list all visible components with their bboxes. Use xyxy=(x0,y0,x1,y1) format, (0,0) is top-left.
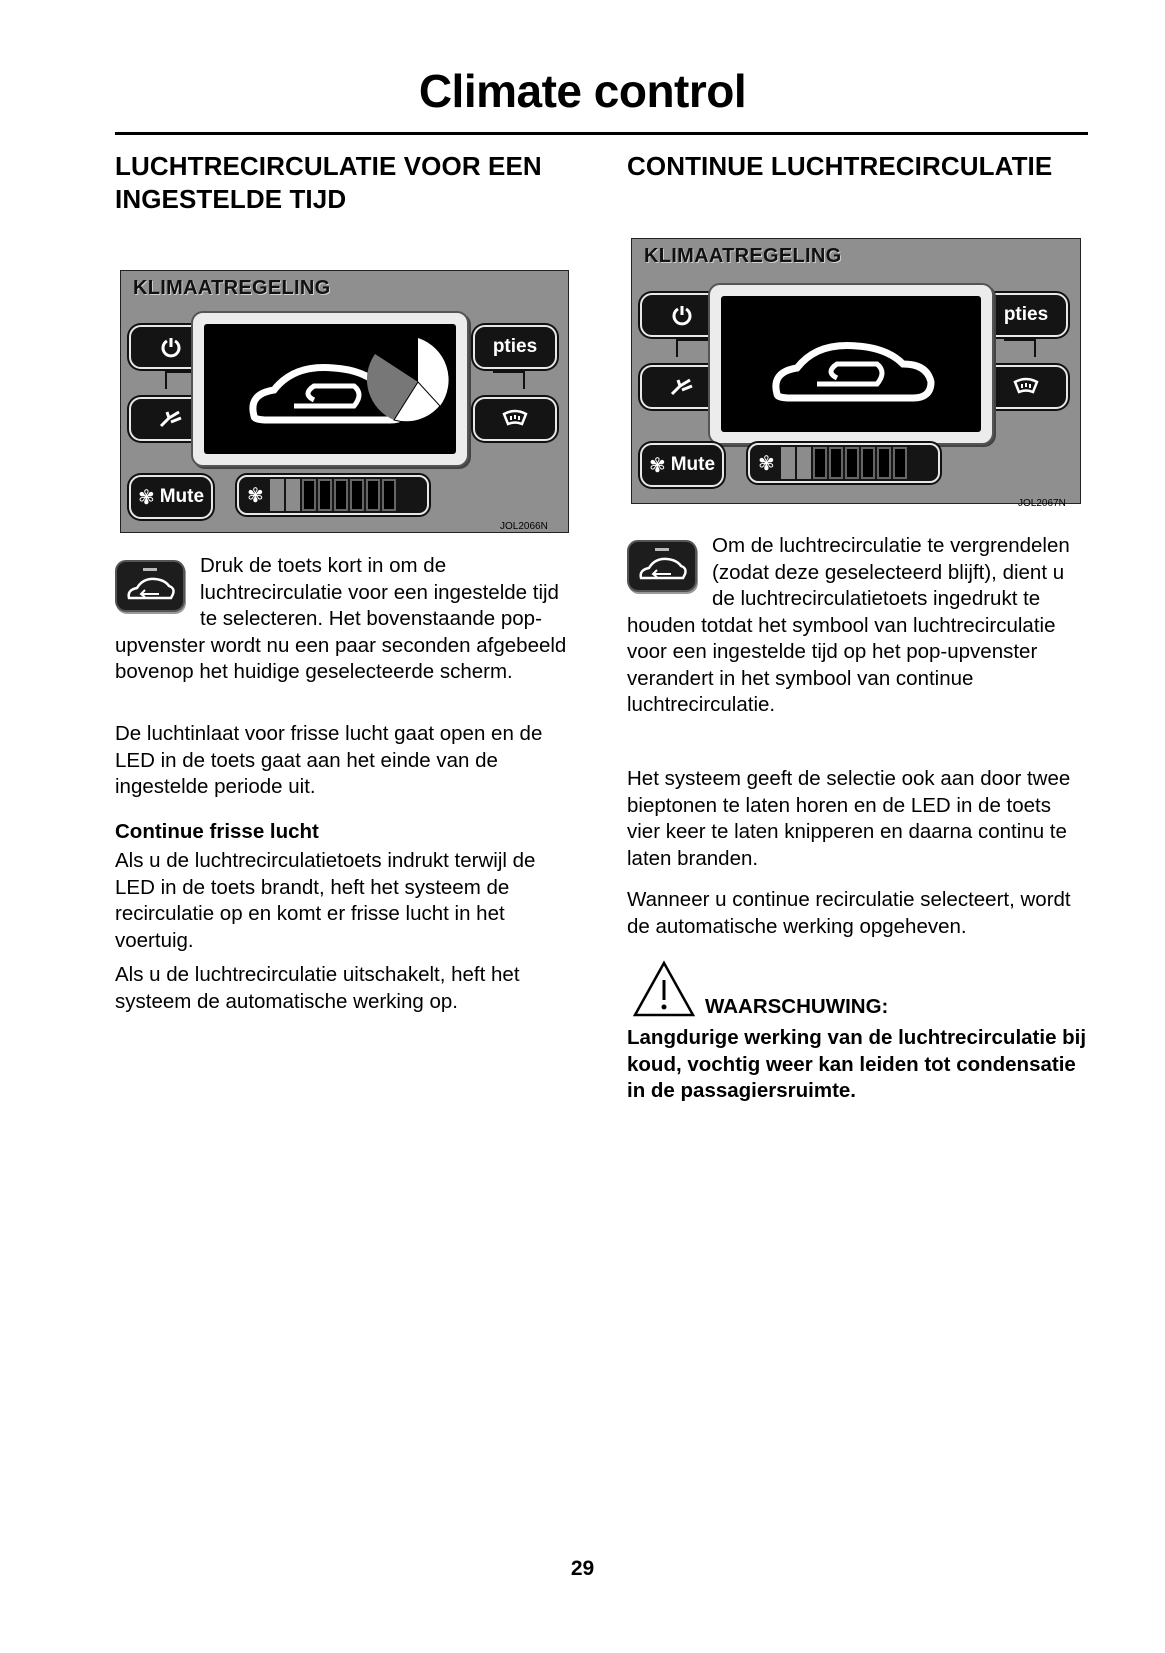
mute-key-label: Mute xyxy=(159,486,205,507)
mute-key xyxy=(129,475,213,519)
connector-line xyxy=(1004,339,1036,357)
options-key-label: pties xyxy=(492,336,538,357)
warning-text: Langdurige werking van de luchtrecirculatie bij koud, vochtig weer kan leiden tot condensatie in de passagiersruimte. xyxy=(627,1026,1087,1102)
fan-speed-segment xyxy=(334,479,348,511)
left-paragraph-2 xyxy=(115,721,575,801)
fan-speed-segment xyxy=(797,447,811,479)
warning-icon xyxy=(632,960,696,1018)
fan-speed-segment xyxy=(366,479,380,511)
fan-speed-segment xyxy=(286,479,300,511)
fan-speed-segment xyxy=(813,447,827,479)
right-paragraph-1 xyxy=(627,533,1088,719)
left-paragraph-3 xyxy=(115,848,575,954)
warning-title: WAARSCHUWING: xyxy=(705,995,889,1018)
airflow-icon xyxy=(157,406,185,432)
figure-code: JOL2066N xyxy=(500,521,548,532)
fan-icon: ✾ xyxy=(648,454,666,477)
fan-icon: ✾ xyxy=(758,452,775,475)
right-climate-figure xyxy=(631,238,1081,504)
fan-speed-segment xyxy=(302,479,316,511)
popup-display xyxy=(721,296,981,432)
figure-label: KLIMAATREGELING xyxy=(133,277,331,299)
fan-speed-segment xyxy=(781,447,795,479)
defrost-key xyxy=(473,397,557,441)
left-heading-line2: INGESTELDE TIJD xyxy=(115,184,347,214)
left-para3-text: Als u de luchtrecirculatietoets indrukt terwijl de LED in de toets brandt, heft het systeem de recirculatie op en komt er frisse lucht in het voertuig. xyxy=(115,849,536,952)
fan-speed-segment xyxy=(877,447,891,479)
right-para3-text: Wanneer u continue recirculatie selecteert, wordt de automatische werking opgeheven. xyxy=(627,888,1071,938)
fan-speed-bar xyxy=(237,475,429,515)
fan-speed-segment xyxy=(350,479,364,511)
fan-speed-segments xyxy=(781,447,909,479)
popup-screen xyxy=(708,283,994,445)
left-para1-text: Druk de toets kort in om de luchtrecirculatie voor een ingestelde tijd te selecteren. Het bovenstaande pop-upvenster wordt nu een paar seconden afgebeeld bovenop het huidige geselecteerde scherm. xyxy=(115,554,567,683)
recirculation-timer-icon xyxy=(204,324,456,454)
power-icon xyxy=(160,336,182,358)
right-paragraph-3 xyxy=(627,887,1088,940)
options-key xyxy=(984,293,1068,337)
left-para2-text: De luchtinlaat voor frisse lucht gaat open en de LED in de toets gaat aan het einde van de ingestelde periode uit. xyxy=(115,722,543,798)
fan-icon: ✾ xyxy=(137,486,155,509)
options-key-label: pties xyxy=(1003,304,1049,325)
defrost-icon xyxy=(1011,374,1041,400)
mute-key-label: Mute xyxy=(670,454,716,475)
popup-screen xyxy=(191,311,469,467)
fan-speed-segment xyxy=(845,447,859,479)
right-paragraph-2 xyxy=(627,766,1088,872)
fan-speed-segment xyxy=(861,447,875,479)
fan-speed-segment xyxy=(829,447,843,479)
right-para2-text: Het systeem geeft de selectie ook aan door twee bieptonen te laten horen en de LED in de toets vier keer te laten knipperen en daarna continu te laten branden. xyxy=(627,767,1071,870)
left-heading-line1: LUCHTRECIRCULATIE VOOR EEN xyxy=(115,151,542,181)
left-climate-figure xyxy=(120,270,569,533)
figure-code: JOL2067N xyxy=(1018,498,1066,509)
popup-display xyxy=(204,324,456,454)
continuous-recirculation-icon xyxy=(721,296,981,432)
fan-icon: ✾ xyxy=(247,484,264,507)
title-divider xyxy=(115,132,1088,135)
left-para4-text: Als u de luchtrecirculatie uitschakelt, heft het systeem de automatische werking op. xyxy=(115,963,520,1013)
fan-speed-bar xyxy=(748,443,940,483)
fan-speed-segment xyxy=(893,447,907,479)
figure-label: KLIMAATREGELING xyxy=(644,245,842,267)
mute-key xyxy=(640,443,724,487)
fan-speed-segments xyxy=(270,479,398,511)
fan-speed-segment xyxy=(382,479,396,511)
defrost-key xyxy=(984,365,1068,409)
connector-line xyxy=(493,371,525,389)
options-key xyxy=(473,325,557,369)
airflow-icon xyxy=(668,374,696,400)
fan-speed-segment xyxy=(318,479,332,511)
page-title: Climate control xyxy=(418,65,747,117)
fan-speed-segment xyxy=(270,479,284,511)
left-paragraph-1 xyxy=(115,553,575,686)
power-icon xyxy=(671,304,693,326)
right-section-heading: CONTINUE LUCHTRECIRCULATIE xyxy=(627,151,1053,181)
left-paragraph-4 xyxy=(115,962,575,1015)
continue-fresh-air-subheading: Continue frisse lucht xyxy=(115,820,319,843)
left-section-heading xyxy=(115,150,585,216)
page-number: 29 xyxy=(570,1557,595,1580)
connector-line xyxy=(676,339,708,357)
right-para1-text: Om de luchtrecirculatie te vergrendelen (zodat deze geselecteerd blijft), dient u de luchtrecirculatietoets ingedrukt te houden totdat het symbool van luchtrecirculatie voor een ingestelde tijd op het pop-upvenster verandert in het symbool van continue luchtrecirculatie. xyxy=(627,534,1070,716)
defrost-icon xyxy=(500,406,530,432)
